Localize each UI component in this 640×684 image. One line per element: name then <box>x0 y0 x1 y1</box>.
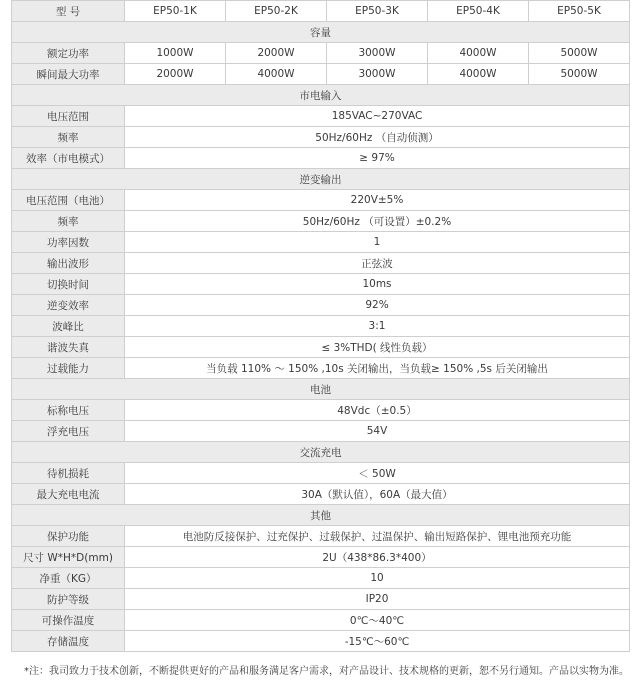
spec-row <box>12 295 630 316</box>
spec-value: 电池防反接保护、过充保护、过载保护、过温保护、输出短路保护、锂电池预充功能 <box>125 526 630 547</box>
section-header-row <box>12 85 630 106</box>
spec-value: 2000W <box>226 43 327 64</box>
model-header: EP50-4K <box>428 1 529 22</box>
model-header: EP50-2K <box>226 1 327 22</box>
spec-value: 1000W <box>125 43 226 64</box>
spec-row <box>12 253 630 274</box>
spec-value: 54V <box>125 421 630 442</box>
spec-label: 保护功能 <box>12 526 125 547</box>
spec-label: 谐波失真 <box>12 337 125 358</box>
header-label: 型 号 <box>12 1 125 22</box>
header-row <box>12 1 630 22</box>
spec-row <box>12 358 630 379</box>
spec-row <box>12 400 630 421</box>
spec-value: 4000W <box>226 64 327 85</box>
spec-value: 5000W <box>529 43 630 64</box>
spec-value: ≤ 3%THD( 线性负载） <box>125 337 630 358</box>
spec-value: 50Hz/60Hz （可设置）±0.2% <box>125 211 630 232</box>
spec-label: 防护等级 <box>12 589 125 610</box>
model-header: EP50-5K <box>529 1 630 22</box>
spec-label: 功率因数 <box>12 232 125 253</box>
spec-row <box>12 127 630 148</box>
spec-label: 切换时间 <box>12 274 125 295</box>
spec-label: 过载能力 <box>12 358 125 379</box>
spec-row <box>12 631 630 652</box>
spec-value: 185VAC~270VAC <box>125 106 630 127</box>
spec-value: 48Vdc（±0.5） <box>125 400 630 421</box>
spec-label: 波峰比 <box>12 316 125 337</box>
spec-value: ≥ 97% <box>125 148 630 169</box>
spec-table-body <box>12 1 630 652</box>
spec-label: 逆变效率 <box>12 295 125 316</box>
spec-row <box>12 274 630 295</box>
model-header: EP50-3K <box>327 1 428 22</box>
spec-row <box>12 589 630 610</box>
spec-value: 1 <box>125 232 630 253</box>
spec-value: 50Hz/60Hz （自动侦测） <box>125 127 630 148</box>
footnote: *注：我司致力于技术创新，不断提供更好的产品和服务满足客户需求，对产品设计、技术规格的更新，恕不另行通知。产品以实物为准。 <box>24 666 629 677</box>
spec-label: 瞬间最大功率 <box>12 64 125 85</box>
spec-row <box>12 337 630 358</box>
spec-label: 频率 <box>12 127 125 148</box>
spec-row <box>12 568 630 589</box>
spec-label: 输出波形 <box>12 253 125 274</box>
spec-label: 待机损耗 <box>12 463 125 484</box>
spec-row <box>12 190 630 211</box>
spec-value: 正弦波 <box>125 253 630 274</box>
spec-row <box>12 211 630 232</box>
spec-table <box>11 0 630 652</box>
spec-label: 电压范围（电池） <box>12 190 125 211</box>
spec-row <box>12 43 630 64</box>
section-title: 逆变输出 <box>12 169 630 190</box>
spec-value: 10ms <box>125 274 630 295</box>
section-title: 其他 <box>12 505 630 526</box>
spec-label: 存储温度 <box>12 631 125 652</box>
section-title: 交流充电 <box>12 442 630 463</box>
section-header-row <box>12 169 630 190</box>
spec-value: 2U（438*86.3*400） <box>125 547 630 568</box>
section-header-row <box>12 505 630 526</box>
spec-value: 10 <box>125 568 630 589</box>
spec-value: 220V±5% <box>125 190 630 211</box>
spec-value: 2000W <box>125 64 226 85</box>
model-header: EP50-1K <box>125 1 226 22</box>
spec-value: 当负载 110% ～ 150% ,10s 关闭输出，当负载≥ 150% ,5s 后关闭输出 <box>125 358 630 379</box>
spec-value: 5000W <box>529 64 630 85</box>
spec-value: -15℃～60℃ <box>125 631 630 652</box>
spec-label: 尺寸 W*H*D(mm) <box>12 547 125 568</box>
spec-value: 3:1 <box>125 316 630 337</box>
spec-label: 效率（市电模式） <box>12 148 125 169</box>
spec-value: IP20 <box>125 589 630 610</box>
spec-value: 92% <box>125 295 630 316</box>
spec-label: 标称电压 <box>12 400 125 421</box>
spec-value: 3000W <box>327 43 428 64</box>
spec-row <box>12 484 630 505</box>
section-title: 容量 <box>12 22 630 43</box>
spec-label: 净重（KG） <box>12 568 125 589</box>
spec-value: 4000W <box>428 43 529 64</box>
spec-row <box>12 148 630 169</box>
spec-label: 可操作温度 <box>12 610 125 631</box>
spec-label: 最大充电电流 <box>12 484 125 505</box>
spec-label: 电压范围 <box>12 106 125 127</box>
spec-value: ＜ 50W <box>125 463 630 484</box>
section-header-row <box>12 379 630 400</box>
spec-row <box>12 421 630 442</box>
spec-row <box>12 106 630 127</box>
spec-row <box>12 610 630 631</box>
spec-row <box>12 316 630 337</box>
section-header-row <box>12 442 630 463</box>
spec-row <box>12 232 630 253</box>
spec-label: 频率 <box>12 211 125 232</box>
spec-value: 4000W <box>428 64 529 85</box>
section-title: 电池 <box>12 379 630 400</box>
spec-label: 额定功率 <box>12 43 125 64</box>
spec-row <box>12 526 630 547</box>
spec-value: 30A（默认值），60A（最大值） <box>125 484 630 505</box>
section-header-row <box>12 22 630 43</box>
section-title: 市电输入 <box>12 85 630 106</box>
spec-label: 浮充电压 <box>12 421 125 442</box>
spec-value: 0℃～40℃ <box>125 610 630 631</box>
spec-row <box>12 463 630 484</box>
spec-row <box>12 64 630 85</box>
spec-row <box>12 547 630 568</box>
spec-value: 3000W <box>327 64 428 85</box>
